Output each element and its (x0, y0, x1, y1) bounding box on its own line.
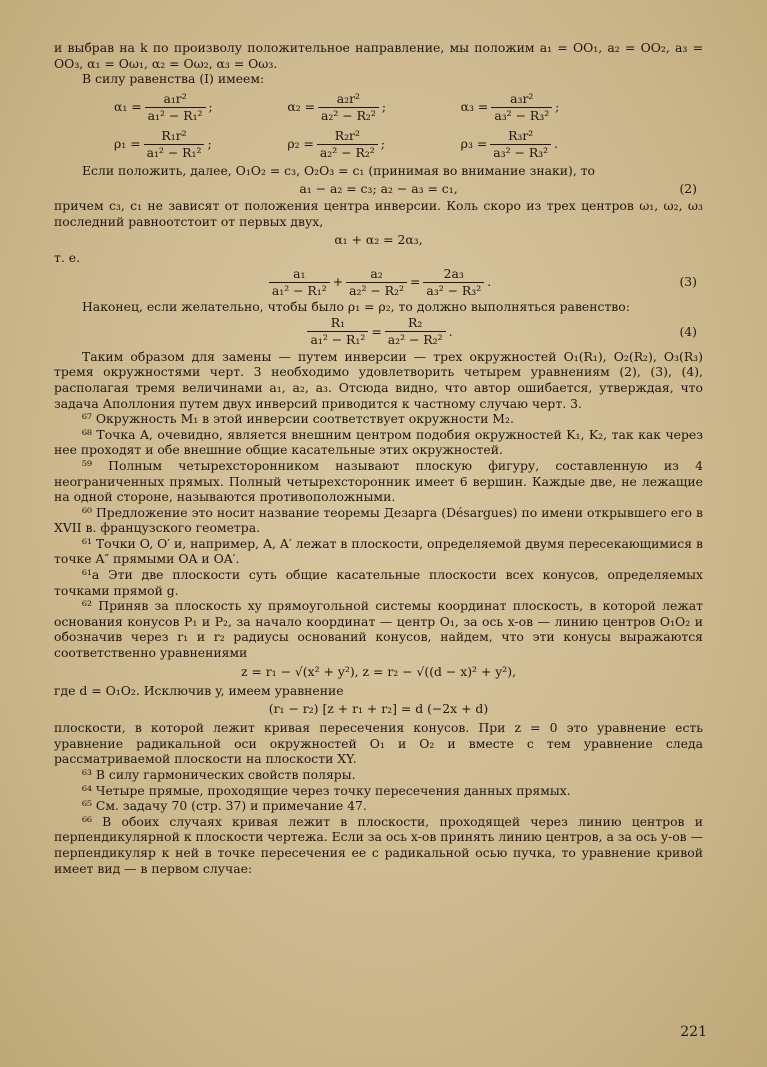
equation: ρ₂ = $\frac{\text{R₂r²}}{\text{a₂² − R₂²}}$ ; (287, 127, 385, 160)
equation: ρ₃ = $\frac{\text{R₃r²}}{\text{a₃² − R₃²}}$ . (460, 127, 559, 160)
footnote: ⁶⁵ См. задачу 70 (стр. 37) и примечание 47. (82, 798, 367, 814)
equation: α₂ = $\frac{\text{a₂r²}}{\text{a₂² − R₂²}}$ ; (287, 90, 387, 123)
paragraph: и выбрав на k по произволу положительное направление, мы положим a₁ = OO₁, a₂ = OO₂, a₃ = OO₃, α₁ = Oω₁, α₂ = Oω₂, α₃ = Oω₃. (54, 40, 703, 71)
footnote: ⁶¹а Эти две плоскости суть общие касательные плоскости всех конусов, определяемых точками прямой g. (54, 567, 703, 598)
equation-tag: (3) (679, 274, 697, 290)
equation: α₃ = $\frac{\text{a₃r²}}{\text{a₃² − R₃²}}$ ; (460, 90, 560, 123)
equation-tag: (4) (679, 323, 697, 339)
paragraph: причем c₃, c₁ не зависят от положения центра инверсии. Коль скоро из трех центров ω₁, ω₂, ω₃ последний равноотстоит от первых двух, (54, 198, 703, 229)
footnote: ⁶⁸ Точка A, очевидно, является внешним центром подобия окружностей K₁, K₂, так как через нее проходят и обе внешние общие касательные этих окружностей. (54, 426, 703, 458)
footnote: ⁶¹ Точки O, O′ и, например, A, A′ лежат в плоскости, определяемой двумя пересекающимися в точке A″ прямыми OA и OA′. (54, 535, 703, 567)
equation-4: $\frac{\text{R₁}}{\text{a₁² − R₁²}}$ = $\frac{\text{R₂}}{\text{a₂² − R₂²}}$ . (4) (54, 315, 703, 349)
footnote: ⁶⁷ Окружность M₁ в этой инверсии соответствует окружности M₂. (82, 411, 514, 427)
footnote: ⁶³ В силу гармонических свойств поляры. (82, 767, 356, 782)
equation-2: a₁ − a₂ = c₃; a₂ − a₃ = c₁, (2) (299, 180, 697, 196)
equation-plane: (r₁ − r₂) [z + r₁ + r₂] = d (−2x + d) (268, 701, 489, 717)
paragraph: Наконец, если желательно, чтобы было ρ₁ = ρ₂, то должно выполняться равенство: (82, 299, 630, 315)
footnote: ⁶⁰ Предложение это носит название теоремы Дезарга (Désargues) по имени открывшего его в XVII в. французского геометра. (54, 504, 703, 536)
equation: α₁ = $\frac{\text{a₁r²}}{\text{a₁² − R₁²}}$ ; (114, 90, 213, 123)
footnote: ⁶⁴ Четыре прямые, проходящие через точку пересечения данных прямых. (82, 782, 571, 798)
equation-3: a₁ a₁² − R₁² + $\frac{\text{a₂}}{\text{a₂² − R₂²}}$ = $\frac{\text{2a₃}}{\text{a₃² − R₃²}}$ . (3) (54, 265, 703, 299)
page-number: 221 (680, 1024, 707, 1041)
equation: ρ₁ = $\frac{\text{R₁r²}}{\text{a₁² − R₁²}}$ ; (114, 127, 212, 160)
paragraph: где d = O₁O₂. Исключив y, имеем уравнение (54, 682, 344, 698)
equation-alpha: α₁ + α₂ = 2α₃, (334, 231, 423, 247)
equation-tag: (2) (679, 180, 697, 196)
footnote: ⁵⁹ Полным четырехсторонником называют плоскую фигуру, составленную из 4 неограниченных прямых. Полный четырехсторонник имеет 6 вершин. Каждые две, не лежащие на одной стороне, называются противоположными. (54, 457, 703, 505)
equation-system-1 (114, 91, 634, 161)
footnote: ⁶² Приняв за плоскость xy прямоугольной системы координат плоскость, в которой лежат основания конусов P₁ и P₂, за начало координат — центр O₁, за ось x-ов — линию центров O₁O₂ и обозначив через r₁ и r₂ радиусы оснований конусов, найдем, что эти конусы выражаются соответственно уравнениями (54, 598, 703, 661)
paragraph: В силу равенства (I) имеем: (82, 71, 265, 87)
paragraph: Таким образом для замены — путем инверсии — трех окружностей O₁(R₁), O₂(R₂), O₃(R₃) тремя окружностями черт. 3 необходимо удовлетворить четырем уравнениям (2), (3), (4), располагая тремя величинами a₁, a₂, a₃. Отсюда видно, что автор ошибается, утверждая, что задача Аполлония путем двух инверсий приводится к частному случаю черт. 3. (54, 348, 703, 411)
paragraph: плоскости, в которой лежит кривая пересечения конусов. При z = 0 это уравнение есть уравнение радикальной оси окружностей O₁ и O₂ и вместе с тем уравнение следа рассматриваемой плоскости на плоскости XY. (54, 720, 703, 767)
paragraph: Если положить, далее, O₁O₂ = c₃, O₂O₃ = c₁ (принимая во внимание знаки), то (82, 162, 596, 178)
paragraph: т. е. (54, 249, 81, 265)
equation-cones: z = r₁ − √(x² + y²), z = r₂ − √((d − x)² + y²), (240, 663, 517, 679)
footnote: ⁶⁶ В обоих случаях кривая лежит в плоскости, проходящей через линию центров и перпендикулярной к плоскости чертежа. Если за ось x-ов принять линию центров, а за ось y-ов — перпендикуляр к ней в точке пересечения ее с радикальной осью пучка, то уравнение кривой имеет вид — в первом случае: (54, 813, 703, 876)
